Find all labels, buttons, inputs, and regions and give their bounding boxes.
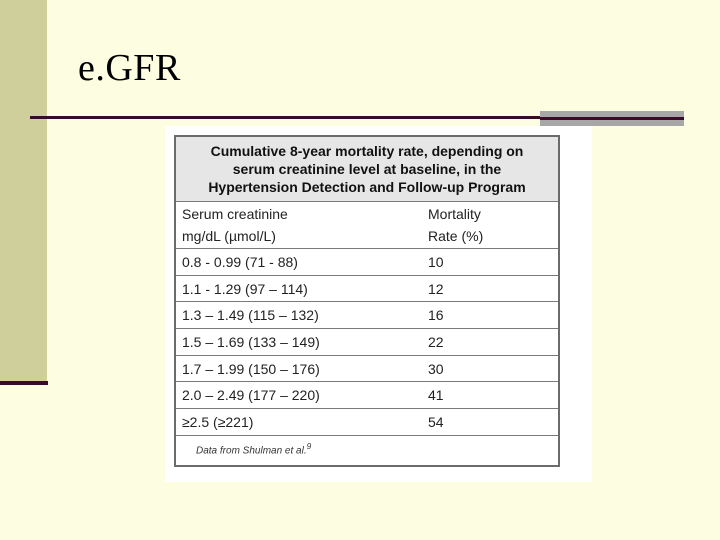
cell-creatinine: ≥2.5 (≥221): [182, 414, 254, 431]
table-row: [176, 329, 558, 356]
cell-creatinine: 0.8 - 0.99 (71 - 88): [182, 254, 298, 270]
side-accent-bar: [0, 0, 47, 383]
column-headers: [176, 202, 558, 249]
table-row: [176, 302, 558, 329]
table-title: [176, 137, 558, 202]
mortality-table: [174, 135, 560, 467]
cell-mortality: 22: [428, 334, 444, 351]
cell-mortality: 16: [428, 307, 444, 324]
table-row: [176, 249, 558, 276]
table-title-line: Cumulative 8-year mortality rate, depending on: [210, 143, 524, 159]
cell-mortality: 30: [428, 360, 444, 377]
cell-creatinine: 1.3 – 1.49 (115 – 132): [182, 307, 319, 324]
cell-creatinine: 1.1 - 1.29 (97 – 114): [182, 280, 308, 297]
side-accent-line: [0, 381, 48, 385]
cell-creatinine: 2.0 – 2.49 (177 – 220): [182, 387, 320, 404]
divider-accent: [540, 111, 684, 126]
header-creatinine: Serum creatinine: [182, 206, 288, 222]
table-row: [176, 409, 558, 436]
cell-creatinine: 1.5 – 1.69 (133 – 149): [182, 334, 320, 351]
slide-title: e.GFR: [78, 47, 181, 89]
cell-mortality: 12: [428, 280, 444, 297]
header-mortality-units: Rate (%): [428, 228, 484, 244]
table-title-line: serum creatinine level at baseline, in the: [232, 161, 502, 177]
table-row: [176, 382, 558, 409]
header-creatinine-units: mg/dL (µmol/L): [182, 228, 276, 244]
cell-mortality: 10: [428, 254, 444, 270]
table-row: [176, 276, 558, 303]
table-footnote: [196, 441, 311, 456]
cell-mortality: 54: [428, 414, 444, 431]
table-row: [176, 356, 558, 383]
footnote-text: Data from Shulman et al.: [196, 445, 307, 456]
footnote-reference: 9: [306, 440, 312, 451]
header-mortality: Mortality: [428, 206, 481, 222]
cell-mortality: 41: [428, 387, 444, 404]
table-title-line: Hypertension Detection and Follow-up Program: [208, 179, 526, 195]
cell-creatinine: 1.7 – 1.99 (150 – 176): [182, 360, 320, 377]
table-figure: [165, 126, 592, 482]
